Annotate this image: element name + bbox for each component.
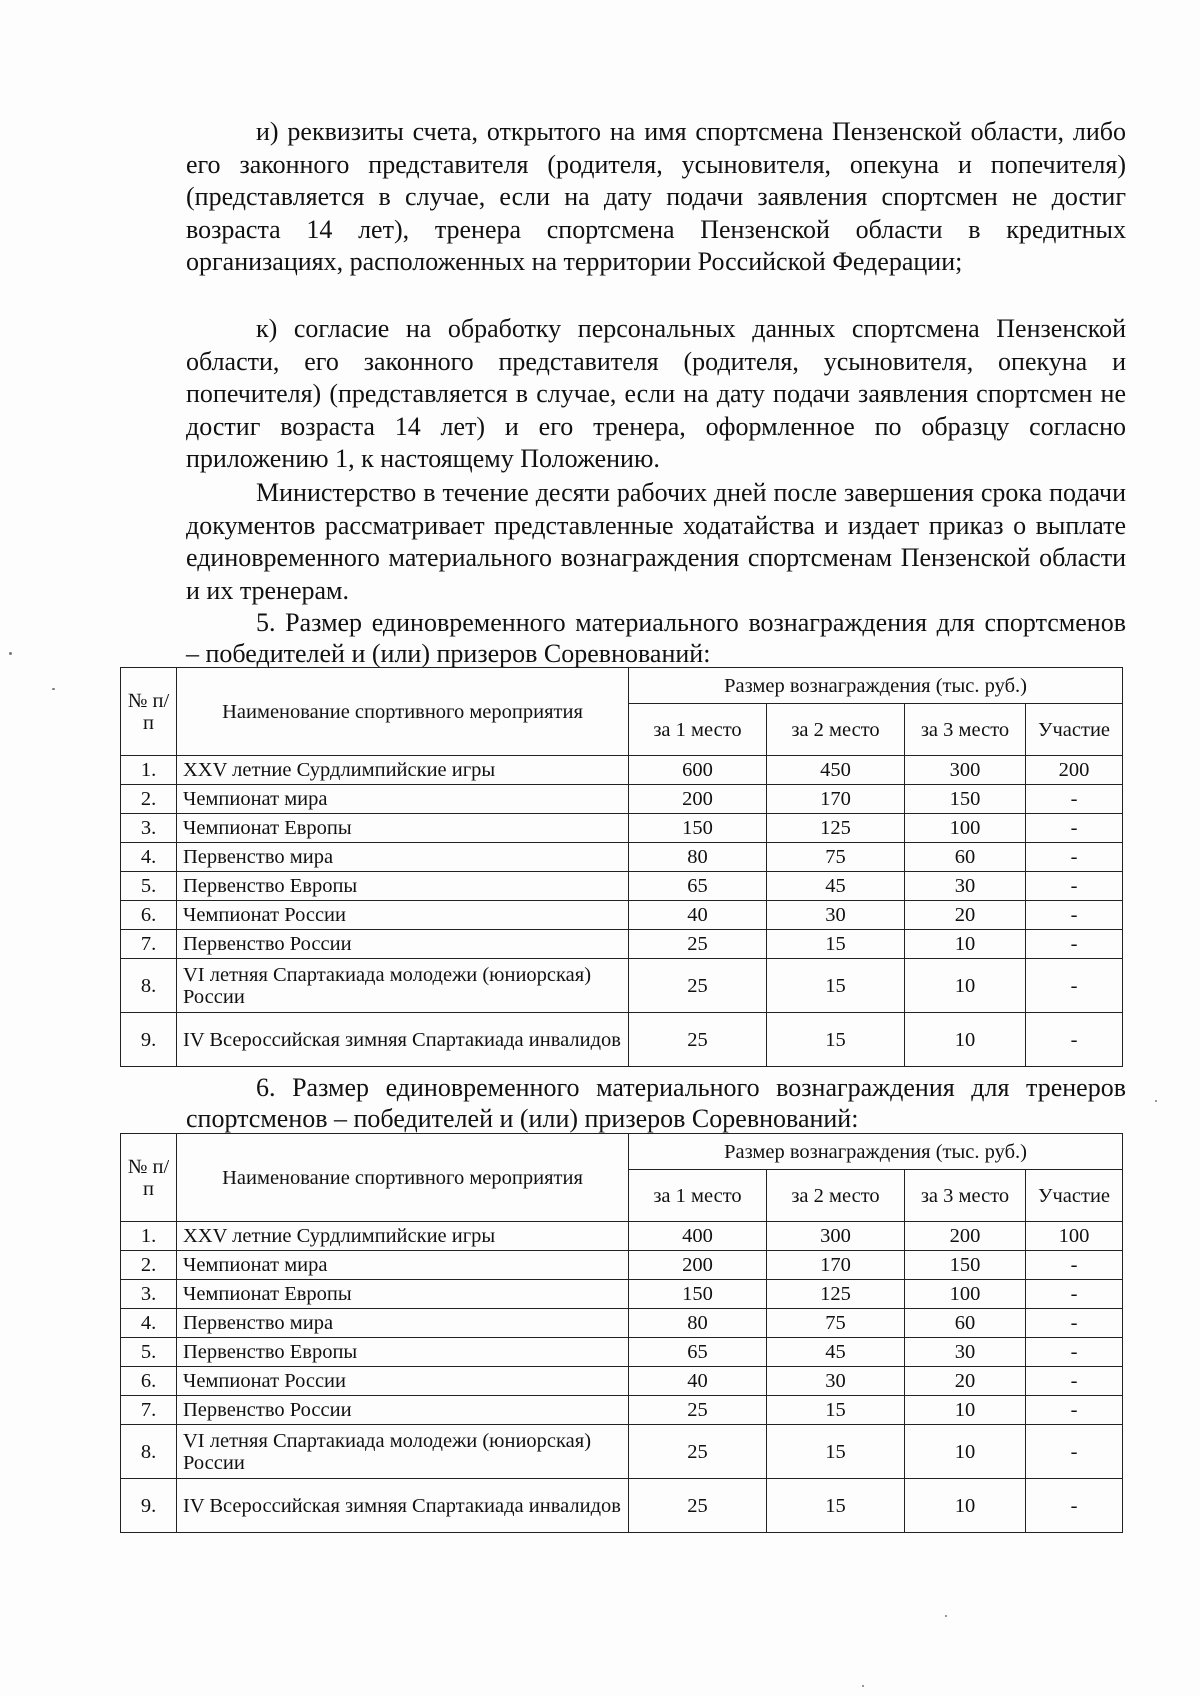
- table-row: [121, 1251, 1123, 1280]
- row-participation: -: [1026, 1425, 1123, 1479]
- row-event: Чемпионат Европы: [177, 1280, 629, 1309]
- row-place-2: 30: [767, 1367, 905, 1396]
- row-place-3: 20: [905, 1367, 1026, 1396]
- row-place-1: 400: [629, 1222, 767, 1251]
- row-num: 7.: [121, 930, 177, 959]
- row-participation: -: [1026, 1367, 1123, 1396]
- table-row: [121, 1309, 1123, 1338]
- table-row: [121, 1280, 1123, 1309]
- header-num: № п/п: [121, 1134, 177, 1222]
- row-event: IV Всероссийская зимняя Спартакиада инвалидов: [177, 1479, 629, 1533]
- row-place-1: 40: [629, 901, 767, 930]
- row-participation: -: [1026, 901, 1123, 930]
- row-num: 6.: [121, 1367, 177, 1396]
- row-place-3: 30: [905, 872, 1026, 901]
- row-place-2: 15: [767, 930, 905, 959]
- table-row: [121, 872, 1123, 901]
- header-place-2: за 2 место: [767, 704, 905, 756]
- row-participation: -: [1026, 872, 1123, 901]
- row-num: 9.: [121, 1479, 177, 1533]
- row-place-1: 200: [629, 785, 767, 814]
- row-event: Первенство мира: [177, 843, 629, 872]
- row-num: 7.: [121, 1396, 177, 1425]
- paragraph-ministry: Министерство в течение десяти рабочих дней после завершения срока подачи документов рассматривает представленные ходатайства и издает приказ о выплате единовременного материального вознаграждения спортсменам Пензенской области и их тренерам.: [186, 478, 1126, 605]
- header-num: № п/п: [121, 668, 177, 756]
- scan-speck: [52, 688, 55, 690]
- row-place-1: 25: [629, 959, 767, 1013]
- table-row: [121, 1367, 1123, 1396]
- row-place-2: 15: [767, 1396, 905, 1425]
- row-place-3: 100: [905, 814, 1026, 843]
- row-participation: -: [1026, 1280, 1123, 1309]
- header-place-3: за 3 место: [905, 704, 1026, 756]
- row-event: Первенство Европы: [177, 872, 629, 901]
- row-place-1: 25: [629, 1396, 767, 1425]
- header-place-3: за 3 место: [905, 1170, 1026, 1222]
- row-event: IV Всероссийская зимняя Спартакиада инвалидов: [177, 1013, 629, 1067]
- section-5-heading: 5. Размер единовременного материального вознаграждения для спортсменов – победителей и (или) призеров Соревнований:: [186, 608, 1126, 668]
- row-place-3: 200: [905, 1222, 1026, 1251]
- row-place-3: 100: [905, 1280, 1026, 1309]
- scan-speck: [1155, 1100, 1157, 1102]
- row-event: Чемпионат Европы: [177, 814, 629, 843]
- row-place-1: 65: [629, 872, 767, 901]
- row-participation: -: [1026, 1396, 1123, 1425]
- table-row: [121, 756, 1123, 785]
- row-place-1: 25: [629, 930, 767, 959]
- row-event: VI летняя Спартакиада молодежи (юниорская) России: [177, 1425, 629, 1479]
- row-place-3: 10: [905, 1479, 1026, 1533]
- row-place-1: 25: [629, 1013, 767, 1067]
- row-place-2: 450: [767, 756, 905, 785]
- row-event: Первенство России: [177, 930, 629, 959]
- row-num: 5.: [121, 1338, 177, 1367]
- row-num: 2.: [121, 1251, 177, 1280]
- header-event: Наименование спортивного мероприятия: [177, 668, 629, 756]
- section-6-heading: 6. Размер единовременного материального вознаграждения для тренеров спортсменов – победителей и (или) призеров Соревнований:: [186, 1073, 1126, 1133]
- row-participation: -: [1026, 814, 1123, 843]
- row-participation: -: [1026, 1338, 1123, 1367]
- row-participation: -: [1026, 1013, 1123, 1067]
- row-place-1: 150: [629, 1280, 767, 1309]
- row-num: 4.: [121, 1309, 177, 1338]
- row-num: 3.: [121, 814, 177, 843]
- row-event: Чемпионат мира: [177, 785, 629, 814]
- row-event: Чемпионат России: [177, 1367, 629, 1396]
- row-place-1: 600: [629, 756, 767, 785]
- table-row: [121, 1479, 1123, 1533]
- row-event: XXV летние Сурдлимпийские игры: [177, 1222, 629, 1251]
- row-place-1: 65: [629, 1338, 767, 1367]
- row-participation: 100: [1026, 1222, 1123, 1251]
- row-num: 5.: [121, 872, 177, 901]
- row-place-3: 60: [905, 1309, 1026, 1338]
- row-place-2: 45: [767, 1338, 905, 1367]
- row-participation: -: [1026, 959, 1123, 1013]
- row-place-1: 80: [629, 843, 767, 872]
- header-place-1: за 1 место: [629, 704, 767, 756]
- row-place-2: 125: [767, 814, 905, 843]
- row-place-3: 20: [905, 901, 1026, 930]
- row-participation: 200: [1026, 756, 1123, 785]
- row-participation: -: [1026, 1309, 1123, 1338]
- row-participation: -: [1026, 785, 1123, 814]
- row-num: 6.: [121, 901, 177, 930]
- row-num: 8.: [121, 959, 177, 1013]
- row-place-3: 150: [905, 1251, 1026, 1280]
- row-event: VI летняя Спартакиада молодежи (юниорская) России: [177, 959, 629, 1013]
- paragraph-k: к) согласие на обработку персональных данных спортсмена Пензенской области, его законного представителя (родителя, усыновителя, опекуна и попечителя) (представляется в случае, если на дату подачи заявления спортсмен не достиг возраста 14 лет) и его тренера, оформленное по образцу согласно приложению 1, к настоящему Положению.: [186, 314, 1126, 473]
- table-row: [121, 814, 1123, 843]
- row-num: 1.: [121, 756, 177, 785]
- row-place-2: 15: [767, 1479, 905, 1533]
- table-row: [121, 1425, 1123, 1479]
- row-place-3: 10: [905, 930, 1026, 959]
- row-place-2: 15: [767, 1425, 905, 1479]
- table-row: [121, 843, 1123, 872]
- athletes-award-table: [120, 667, 1123, 1067]
- header-award-size: Размер вознаграждения (тыс. руб.): [629, 668, 1123, 704]
- row-place-3: 10: [905, 959, 1026, 1013]
- scan-speck: [945, 1615, 947, 1617]
- row-place-1: 25: [629, 1425, 767, 1479]
- row-place-2: 75: [767, 843, 905, 872]
- row-num: 8.: [121, 1425, 177, 1479]
- table-row: [121, 1013, 1123, 1067]
- scan-speck: [862, 1685, 864, 1687]
- row-place-1: 25: [629, 1479, 767, 1533]
- row-place-2: 45: [767, 872, 905, 901]
- table-row: [121, 959, 1123, 1013]
- header-place-2: за 2 место: [767, 1170, 905, 1222]
- row-place-1: 200: [629, 1251, 767, 1280]
- header-event: Наименование спортивного мероприятия: [177, 1134, 629, 1222]
- row-participation: -: [1026, 843, 1123, 872]
- row-event: Чемпионат мира: [177, 1251, 629, 1280]
- row-place-2: 170: [767, 785, 905, 814]
- header-place-1: за 1 место: [629, 1170, 767, 1222]
- row-place-3: 10: [905, 1013, 1026, 1067]
- row-place-3: 150: [905, 785, 1026, 814]
- row-place-3: 30: [905, 1338, 1026, 1367]
- scan-speck: [9, 652, 12, 655]
- row-place-2: 15: [767, 1013, 905, 1067]
- paragraph-i: и) реквизиты счета, открытого на имя спортсмена Пензенской области, либо его законного представителя (родителя, усыновителя, опекуна и попечителя) (представляется в случае, если на дату подачи заявления спортсмен не достиг возраста 14 лет), тренера спортсмена Пензенской области в кредитных организациях, расположенных на территории Российской Федерации;: [186, 117, 1126, 276]
- table-row: [121, 1396, 1123, 1425]
- row-event: Первенство мира: [177, 1309, 629, 1338]
- row-num: 1.: [121, 1222, 177, 1251]
- header-participation: Участие: [1026, 1170, 1123, 1222]
- row-place-3: 60: [905, 843, 1026, 872]
- row-event: Первенство России: [177, 1396, 629, 1425]
- table-row: [121, 785, 1123, 814]
- coaches-award-table: [120, 1133, 1123, 1533]
- row-place-1: 80: [629, 1309, 767, 1338]
- table-row: [121, 901, 1123, 930]
- row-place-2: 170: [767, 1251, 905, 1280]
- row-place-1: 40: [629, 1367, 767, 1396]
- row-event: Первенство Европы: [177, 1338, 629, 1367]
- row-place-2: 15: [767, 959, 905, 1013]
- row-place-3: 10: [905, 1425, 1026, 1479]
- row-place-3: 300: [905, 756, 1026, 785]
- row-place-2: 125: [767, 1280, 905, 1309]
- row-place-2: 30: [767, 901, 905, 930]
- table-row: [121, 1222, 1123, 1251]
- row-place-3: 10: [905, 1396, 1026, 1425]
- row-place-1: 150: [629, 814, 767, 843]
- row-num: 3.: [121, 1280, 177, 1309]
- header-participation: Участие: [1026, 704, 1123, 756]
- row-participation: -: [1026, 1251, 1123, 1280]
- row-event: Чемпионат России: [177, 901, 629, 930]
- row-place-2: 300: [767, 1222, 905, 1251]
- row-event: XXV летние Сурдлимпийские игры: [177, 756, 629, 785]
- table-row: [121, 1338, 1123, 1367]
- row-place-2: 75: [767, 1309, 905, 1338]
- row-num: 4.: [121, 843, 177, 872]
- table-row: [121, 930, 1123, 959]
- header-award-size: Размер вознаграждения (тыс. руб.): [629, 1134, 1123, 1170]
- row-participation: -: [1026, 1479, 1123, 1533]
- row-participation: -: [1026, 930, 1123, 959]
- row-num: 9.: [121, 1013, 177, 1067]
- row-num: 2.: [121, 785, 177, 814]
